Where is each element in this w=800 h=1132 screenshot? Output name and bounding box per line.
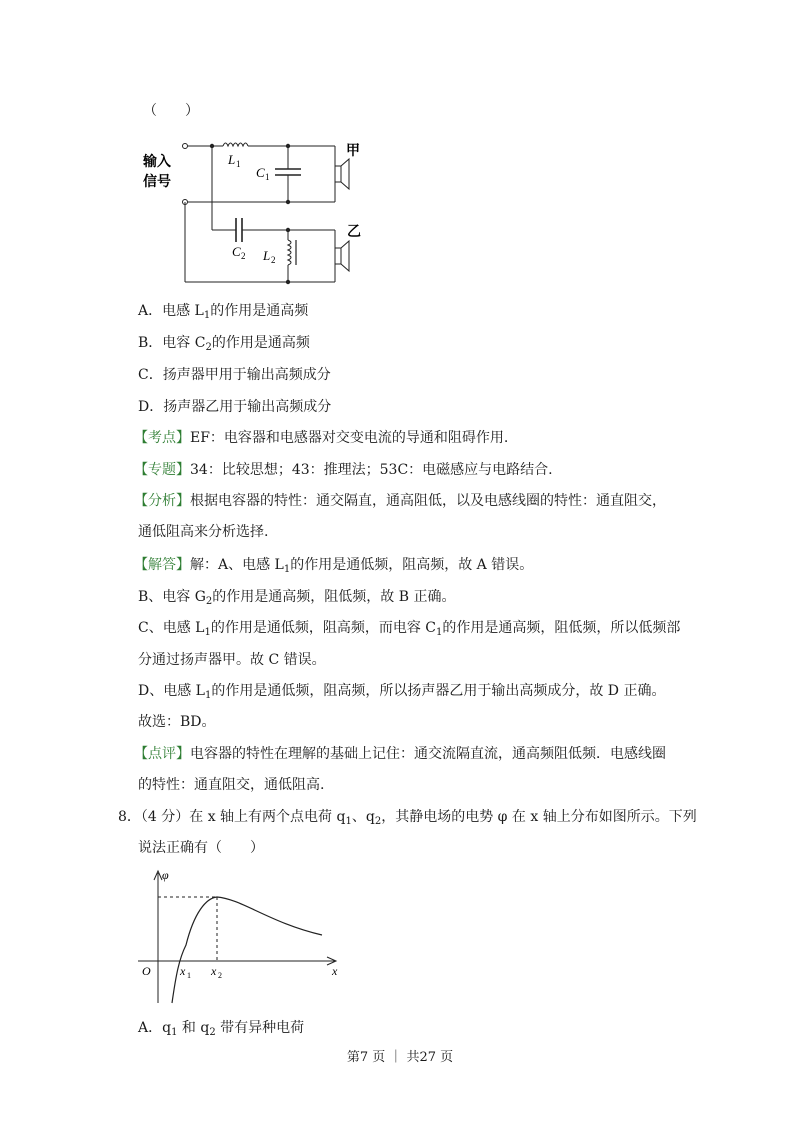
potential-curve (172, 897, 322, 1003)
jieda-line3: C、电感 $L_1$的作用是通低频，阻高频，而电容 $C_1$的作用是通高频，阻低频，所以低频部 (138, 620, 681, 638)
q8-option-a: A．$q_1$ 和 $q_2$ 带有异种电荷 (138, 1020, 305, 1038)
l2-label-sub: 2 (271, 255, 276, 265)
jieda-answer: 故选：BD。 (138, 714, 216, 730)
fenxi-line2: 通低阻高来分析选择. (138, 524, 269, 540)
inductor-l2 (288, 240, 291, 265)
l1-label-sub: 1 (236, 159, 241, 169)
option-d: D．扬声器乙用于输出高频成分 (138, 399, 332, 415)
jieda-line5: D、电感 $L_1$的作用是通低频，阻高频，所以扬声器乙用于输出高频成分，故 D 正确。 (138, 683, 666, 701)
l1-label: L (228, 152, 236, 167)
option-b: B．电容 $C_2$的作用是通高频 (138, 335, 310, 353)
potential-graph (130, 865, 360, 1010)
phi-label: φ (162, 868, 169, 882)
c1-label: C (256, 165, 265, 180)
x1-label: x (180, 964, 186, 978)
c2-label-sub: 2 (241, 251, 246, 261)
input-label: 输入 (143, 155, 171, 170)
c1-label-sub: 1 (265, 172, 270, 182)
question-8-line2: 说法正确有（ ） (138, 840, 264, 856)
circuit-diagram (135, 130, 375, 290)
input-terminal-top (183, 144, 188, 149)
x1-label-sub: 1 (187, 971, 191, 980)
dianping-line2: 的特性：通直阻交，通低阻高. (138, 777, 325, 793)
l2-label: L (263, 248, 271, 263)
x2-label: x (211, 964, 217, 978)
zhuanti: 【专题】34：比较思想；43：推理法；53C：电磁感应与电路结合. (134, 462, 553, 478)
speaker-yi-label: 乙 (347, 225, 361, 240)
answer-parentheses: （ ） (143, 103, 199, 119)
origin-label: O (142, 964, 151, 978)
speaker-jia-label: 甲 (346, 144, 360, 159)
kaodian: 【考点】EF：电容器和电感器对交变电流的导通和阻碍作用. (134, 430, 509, 446)
speaker-yi (335, 248, 341, 264)
jieda: 【解答】解：A、电感 $L_1$的作用是通低频，阻高频，故 A 错误。 (134, 557, 534, 575)
speaker-jia (335, 166, 341, 182)
x-label: x (332, 964, 338, 978)
option-a: A．电感 $L_1$的作用是通高频 (138, 303, 309, 321)
question-8: 8．（4 分）在 x 轴上有两个点电荷 $q_1$、$q_2$，其静电场的电势 φ 在 x 轴上分布如图所示。下列 (118, 809, 697, 827)
c2-label: C (232, 244, 241, 259)
signal-label: 信号 (143, 175, 171, 190)
x2-label-sub: 2 (218, 971, 222, 980)
option-c: C．扬声器甲用于输出高频成分 (138, 367, 331, 383)
fenxi: 【分析】根据电容器的特性：通交隔直，通高阻低，以及电感线圈的特性：通直阻交， (134, 493, 666, 509)
page-footer: 第7 页 ｜ 共27 页 (346, 1050, 454, 1065)
jieda-line2: B、电容 $G_2$的作用是通高频，阻低频，故 B 正确。 (138, 589, 456, 607)
inductor-l1 (223, 143, 248, 146)
dianping: 【点评】电容器的特性在理解的基础上记住：通交流隔直流，通高频阻低频．电感线圈 (134, 746, 666, 762)
jieda-line4: 分通过扬声器甲。故 C 错误。 (138, 652, 326, 668)
